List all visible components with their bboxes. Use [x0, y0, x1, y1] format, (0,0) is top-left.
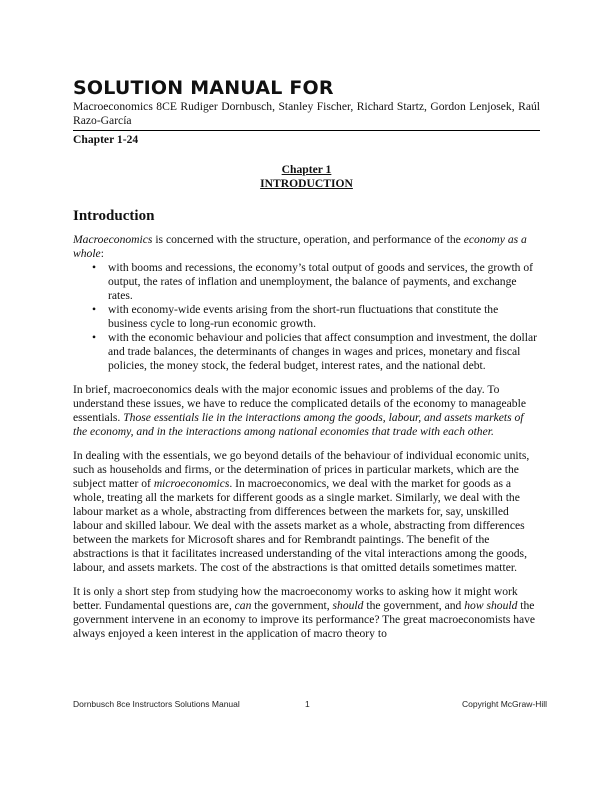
paragraph-text: In brief, macroeconomics deals with the major economic issues and problems of the day. To understand these issues, we have to reduce the complicated details of the economy to manageable essentials.	[73, 383, 526, 424]
footer-copyright: Copyright McGraw-Hill	[461, 699, 547, 709]
paragraph-italic: how should	[464, 599, 518, 612]
paragraph-italic: Those essentials lie in the interactions among the goods, labour, and assets markets of the economy, and in the interactions among national economies that trade with each other.	[73, 411, 524, 438]
header-rule	[73, 130, 540, 131]
bullet-item: • with economy-wide events arising from the short-run fluctuations that constitute the business cycle to long-run economic growth.	[108, 303, 540, 331]
intro-italic-phrase: economy as a whole	[73, 233, 527, 260]
intro-bullet-list	[73, 261, 540, 373]
paragraph-text: It is only a short step from studying how the macroeconomy works to asking how it might work better. Fundamental questions are,	[73, 585, 518, 612]
paragraph-essentials	[73, 449, 540, 575]
paragraph-italic: should	[332, 599, 364, 612]
bullet-item: • with booms and recessions, the economy’s total output of goods and services, the growth of output, the rates of inflation and unemployment, the balance of payments, and exchange rates.	[108, 261, 540, 303]
paragraph-text: the government intervene in an economy to improve its performance? The great macroeconomists have always enjoyed a keen interest in the application of macro theory to	[73, 599, 536, 640]
manual-title: SOLUTION MANUAL FOR	[73, 77, 334, 99]
paragraph-text: . In macroeconomics, we deal with the market for goods as a whole, treating all the markets for different goods as a single market. Similarly, we deal with the labour market as a whole, abstracting from differences between the markets for, say, unskilled labour and skilled labour. We deal with the assets market as a whole, abstracting from differences between the markets for Microsoft shares and for Rembrandt paintings. The benefit of the abstractions is that it facilitates increased understanding of the vital interactions among the goods, labour, and assets markets. The cost of the abstractions is that omitted details sometimes matter.	[73, 477, 527, 574]
bullet-item: • with the economic behaviour and policies that affect consumption and investment, the dollar and trade balances, the determinants of changes in wages and prices, monetary and fiscal policies, the money stock, the federal budget, interest rates, and the national debt.	[108, 331, 540, 373]
chapter-range: Chapter 1-24	[73, 133, 139, 146]
section-title: Introduction	[73, 208, 155, 224]
footer-left: Dornbusch 8ce Instructors Solutions Manual	[73, 699, 240, 709]
paragraph-text: the government,	[251, 599, 333, 612]
chapter-name: INTRODUCTION	[260, 177, 353, 190]
document-page	[73, 78, 540, 641]
paragraph-in-brief	[73, 383, 540, 439]
paragraph-government	[73, 585, 540, 641]
book-authors: Macroeconomics 8CE Rudiger Dornbusch, Stanley Fischer, Richard Startz, Gordon Lenjosek, Raúl Razo-García	[73, 100, 540, 127]
paragraph-italic: can	[234, 599, 252, 612]
chapter-number: Chapter 1	[281, 163, 332, 176]
intro-colon: :	[100, 247, 104, 260]
intro-italic-term: Macroeconomics	[73, 233, 153, 246]
paragraph-text: the government, and	[363, 599, 465, 612]
paragraph-text: In dealing with the essentials, we go beyond details of the behaviour of individual economic units, such as households and firms, or the determination of prices in particular markets, which are the subject matter of	[73, 449, 530, 490]
intro-paragraph	[73, 233, 540, 261]
page-number: 1	[305, 699, 310, 709]
paragraph-italic: microeconomics	[153, 477, 230, 490]
intro-text: is concerned with the structure, operation, and performance of the	[152, 233, 464, 246]
